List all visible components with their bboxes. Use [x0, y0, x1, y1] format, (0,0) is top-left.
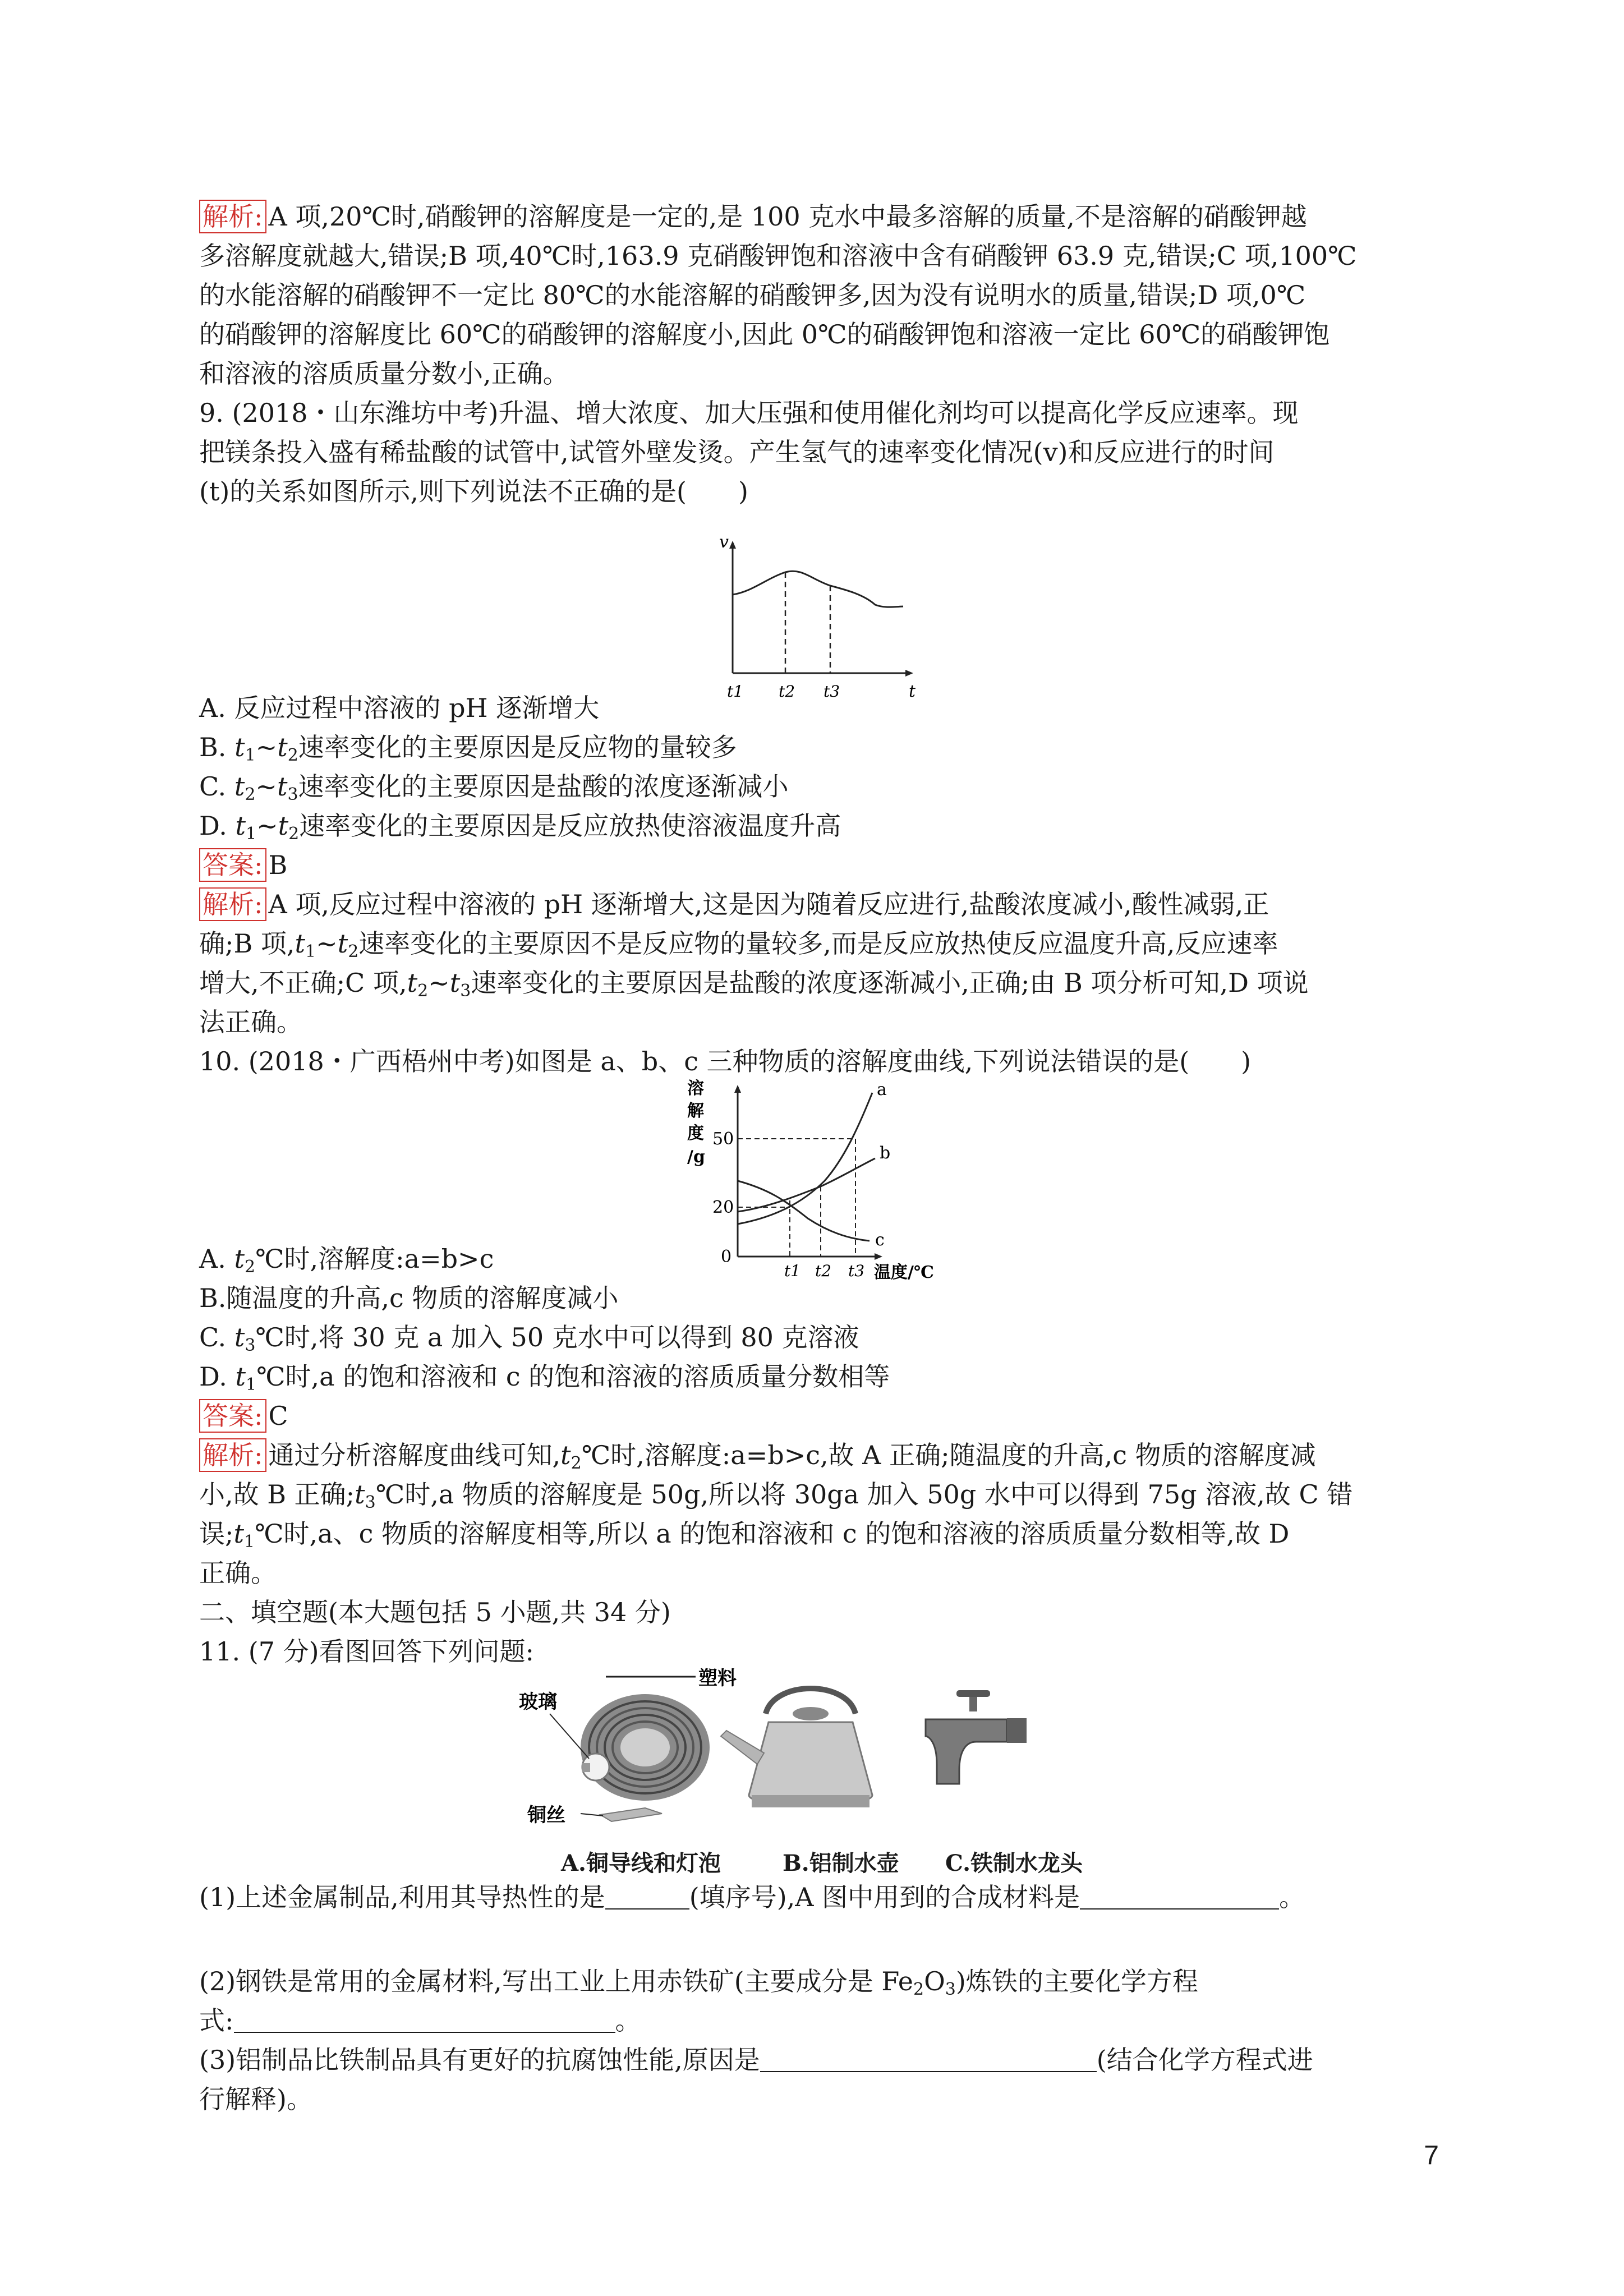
q10-option-b: B.随温度的升高,c 物质的溶解度减小 [199, 1283, 619, 1313]
q9-rate-time-graph [712, 532, 937, 701]
q9-analysis-line-3: 增大,不正确;C 项$,t_2\sim t_3$速率变化的主要原因是盐酸的浓度逐渐减小,正确;由 B 项分析可知,D 项说 [199, 968, 1309, 1001]
q9-analysis-line-2: 确;B 项$,t_1\sim t_2$速率变化的主要原因不是反应物的量较多,而是反应放热使反应温度升高,反应速率 [199, 928, 1278, 961]
q10-analysis-line-3: 误$;t_1℃$时,a、c 物质的溶解度相等,所以 a 的饱和溶液和 c 的饱和溶液的溶质质量分数相等,故 D [199, 1519, 1290, 1552]
x-axis-label: 温度/℃ [874, 1263, 934, 1282]
q10-analysis-line-4: 正确。 [199, 1558, 277, 1588]
page-number: 7 [1424, 2141, 1439, 2170]
svg-text:/g: /g [687, 1147, 705, 1167]
fig-label-glass: 玻璃 [519, 1691, 557, 1713]
q11-stem: 11. (7 分)看图回答下列问题: [199, 1636, 535, 1667]
answer-blank-4[interactable] [760, 2046, 1097, 2072]
q9-option-d: D. $t_1\sim t_2$速率变化的主要原因是反应放热使溶液温度升高 [199, 811, 841, 844]
q10-stem: 10. (2018・广西梧州中考)如图是 a、b、c 三种物质的溶解度曲线,下列说法错误的是( ) [199, 1046, 1252, 1076]
curve-b-label: b [880, 1143, 891, 1163]
q10-analysis-line-1: 解析: 通过分析溶解度曲线可知$,t_2℃$时,溶解度:a=b>c,故 A 正确;随温度的升高,c 物质的溶解度减 [199, 1436, 1433, 1474]
graph-x-axis-label: t [909, 682, 916, 701]
q11-part-2-line-2: 式: 。 [199, 2005, 641, 2036]
answer-blank-1[interactable] [605, 1884, 689, 1910]
caption-c: C.铁制水龙头 [945, 1850, 1083, 1876]
q9-stem-line-3: (t)的关系如图所示,则下列说法不正确的是( ) [199, 476, 748, 507]
iron-faucet-image [926, 1690, 1027, 1784]
y-tick-50: 50 [712, 1129, 734, 1149]
x-tick-t3: t3 [848, 1262, 865, 1280]
tick-t1: t1 [727, 682, 744, 701]
q11-part-3-line-2: 行解释)。 [199, 2084, 312, 2114]
caption-a: A.铜导线和灯泡 [561, 1850, 721, 1876]
x-tick-t1: t1 [784, 1262, 801, 1280]
caption-b: B.铝制水壶 [783, 1850, 899, 1876]
q8-analysis-line-3: 的水能溶解的硝酸钾不一定比 80℃的水能溶解的硝酸钾多,因为没有说明水的质量,错误;D 项,0℃ [199, 280, 1306, 310]
fig-label-copper: 铜丝 [527, 1804, 565, 1826]
curve-c-label: c [875, 1230, 885, 1250]
q10-option-c: C. $t_3℃$时,将 30 克 a 加入 50 克水中可以得到 80 克溶液 [199, 1322, 859, 1355]
q10-analysis-line-2: 小,故 B 正确$;t_3℃$时,a 物质的溶解度是 50g,所以将 30ga 加入 50g 水中可以得到 75g 溶液,故 C 错 [199, 1479, 1353, 1512]
curve-a-label: a [877, 1080, 887, 1099]
q9-analysis-line-4: 法正确。 [199, 1007, 302, 1037]
y-tick-0: 0 [721, 1247, 732, 1267]
q11-part-1: (1)上述金属制品,利用其导热性的是 (填序号),A 图中用到的合成材料是 。 [199, 1882, 1305, 1912]
answer-blank-3[interactable] [234, 2007, 615, 2033]
q8-analysis-line-5: 和溶液的溶质质量分数小,正确。 [199, 358, 569, 389]
x-tick-t2: t2 [815, 1262, 832, 1280]
q9-stem-line-2: 把镁条投入盛有稀盐酸的试管中,试管外壁发烫。产生氢气的速率变化情况(v)和反应进行的时间 [199, 437, 1275, 467]
q8-analysis-line-1: 解析: A 项,20℃时,硝酸钾的溶解度是一定的,是 100 克水中最多溶解的质量,不是溶解的硝酸钾越 [199, 197, 1433, 236]
q11-part-3-line-1: (3)铝制品比铁制品具有更好的抗腐蚀性能,原因是 (结合化学方程式进 [199, 2045, 1313, 2075]
y-tick-20: 20 [712, 1198, 734, 1217]
answer-label: 答案: [199, 1399, 266, 1433]
answer-label: 答案: [199, 848, 266, 882]
q11-metal-products-figure [519, 1667, 1094, 1843]
aluminum-kettle-image [721, 1688, 872, 1807]
analysis-label: 解析: [199, 887, 266, 921]
q10-option-d: D. $t_1℃$时,a 的饱和溶液和 c 的饱和溶液的溶质质量分数相等 [199, 1361, 890, 1395]
q9-option-a: A. 反应过程中溶液的 pH 逐渐增大 [199, 693, 600, 723]
q9-option-b: B. $t_1\sim t_2$速率变化的主要原因是反应物的量较多 [199, 732, 737, 765]
q9-answer: 答案: B [199, 846, 1433, 884]
graph-y-axis-label: v [719, 532, 729, 552]
q8-analysis-line-2: 多溶解度就越大,错误;B 项,40℃时,163.9 克硝酸钾饱和溶液中含有硝酸钾 63.9 克,错误;C 项,100℃ [199, 241, 1357, 271]
q9-analysis-line-1: 解析: A 项,反应过程中溶液的 pH 逐渐增大,这是因为随着反应进行,盐酸浓度减小,酸性减弱,正 [199, 885, 1433, 923]
q10-answer: 答案: C [199, 1397, 1433, 1435]
q11-part-2-line-1: (2)钢铁是常用的金属材料,写出工业上用赤铁矿(主要成分是 $Fe_2O_3$)炼铁的主要化学方程 [199, 1966, 1198, 1999]
copper-wire-coil-image [550, 1677, 710, 1821]
analysis-label: 解析: [199, 200, 266, 233]
svg-text:溶: 溶 [687, 1079, 704, 1098]
tick-t3: t3 [823, 682, 840, 701]
section-heading: 二、填空题(本大题包括 5 小题,共 34 分) [199, 1597, 671, 1627]
answer-blank-2[interactable] [1080, 1884, 1279, 1910]
svg-text:度: 度 [687, 1124, 704, 1143]
q9-option-c: C. $t_2\sim t_3$速率变化的主要原因是盐酸的浓度逐渐减小 [199, 771, 789, 804]
q8-analysis-line-4: 的硝酸钾的溶解度比 60℃的硝酸钾的溶解度小,因此 0℃的硝酸钾饱和溶液一定比 60℃的硝酸钾饱 [199, 319, 1330, 349]
svg-text:解: 解 [687, 1101, 704, 1121]
q10-option-a: A. $t_2℃$时,溶解度:a=b>c [199, 1244, 494, 1277]
fig-label-plastic: 塑料 [698, 1667, 737, 1690]
analysis-label: 解析: [199, 1438, 266, 1472]
q9-stem-line-1: 9. (2018・山东潍坊中考)升温、增大浓度、加大压强和使用催化剂均可以提高化学反应速率。现 [199, 398, 1299, 428]
tick-t2: t2 [779, 682, 795, 701]
